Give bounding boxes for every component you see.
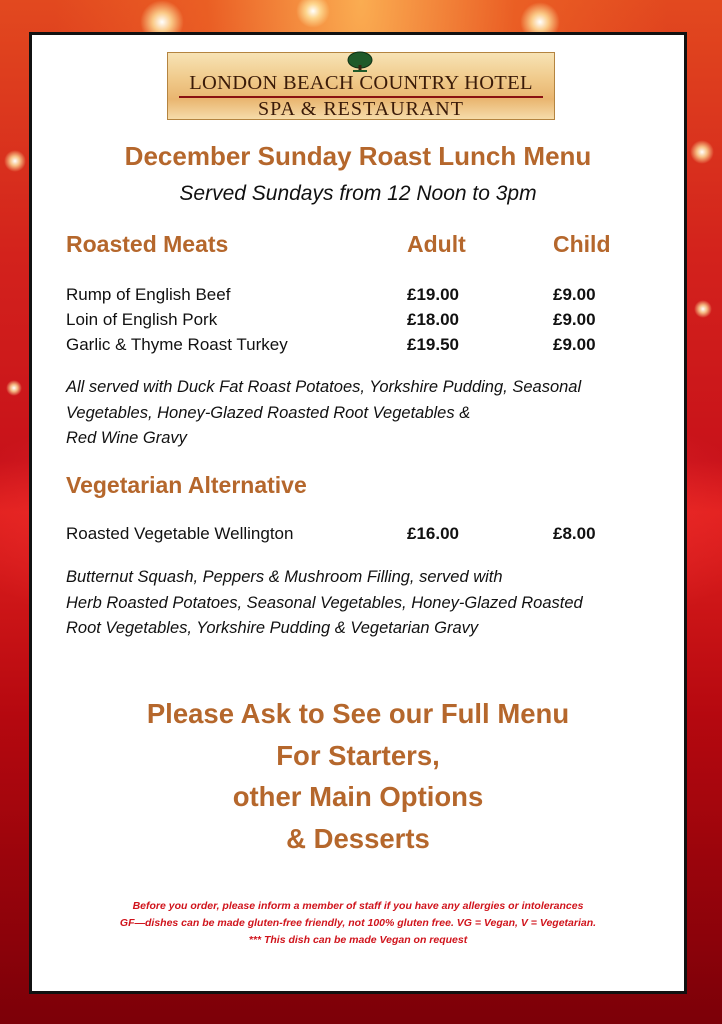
adult-price: £18.00 <box>407 310 459 329</box>
menu-item-row <box>66 524 626 548</box>
vegetarian-heading: Vegetarian Alternative <box>66 472 307 498</box>
callout-line: For Starters, <box>276 739 440 771</box>
description-line: Vegetables, Honey-Glazed Roasted Root Vegetables & <box>66 403 471 422</box>
allergy-notice <box>32 898 684 949</box>
description-line: Root Vegetables, Yorkshire Pudding & Vegetarian Gravy <box>66 619 479 637</box>
item-name: Rump of English Beef <box>66 285 231 304</box>
sparkle-decoration <box>6 380 22 396</box>
logo-tagline: SPA & RESTAURANT <box>258 98 464 120</box>
adult-price: £19.50 <box>407 335 459 354</box>
description-line: Red Wine Gravy <box>66 429 187 447</box>
menu-item-row <box>66 310 626 334</box>
hotel-logo <box>167 52 555 120</box>
meats-description <box>66 375 656 452</box>
child-price: £9.00 <box>553 310 596 329</box>
child-price: £8.00 <box>553 524 596 543</box>
sparkle-decoration <box>296 0 330 28</box>
child-price: £9.00 <box>553 335 596 354</box>
full-menu-callout <box>32 693 684 859</box>
menu-title: December Sunday Roast Lunch Menu <box>124 141 592 171</box>
menu-item-row <box>66 335 626 359</box>
child-price: £9.00 <box>553 285 596 304</box>
child-column-heading: Child <box>553 231 611 257</box>
item-name: Garlic & Thyme Roast Turkey <box>66 335 288 354</box>
callout-line: & Desserts <box>286 822 430 854</box>
sparkle-decoration <box>4 150 26 172</box>
menu-item-row <box>66 285 626 309</box>
footer-line: Before you order, please inform a member of staff if you have any allergies or intolerances <box>132 900 584 912</box>
description-line: Butternut Squash, Peppers & Mushroom Filling, served with <box>66 568 503 586</box>
description-line: All served with Duck Fat Roast Potatoes, Yorkshire Pudding, Seasonal <box>66 378 582 396</box>
footer-line: *** This dish can be made Vegan on request <box>248 934 468 946</box>
roasted-meats-heading: Roasted Meats <box>66 231 229 257</box>
tree-icon <box>345 51 375 73</box>
logo-hotel-name: LONDON BEACH COUNTRY HOTEL <box>189 72 533 94</box>
menu-panel <box>29 32 687 994</box>
callout-line: other Main Options <box>232 781 484 812</box>
item-name: Loin of English Pork <box>66 310 218 329</box>
description-line: Herb Roasted Potatoes, Seasonal Vegetables, Honey-Glazed Roasted <box>66 593 583 612</box>
adult-price: £19.00 <box>407 285 459 304</box>
footer-line: GF—dishes can be made gluten-free friendly, not 100% gluten free. VG = Vegan, V = Vegetarian. <box>119 917 597 929</box>
menu-subtitle: Served Sundays from 12 Noon to 3pm <box>179 182 537 205</box>
adult-column-heading: Adult <box>407 231 466 257</box>
sparkle-decoration <box>690 140 714 164</box>
adult-price: £16.00 <box>407 524 459 543</box>
callout-line: Please Ask to See our Full Menu <box>146 698 570 729</box>
item-name: Roasted Vegetable Wellington <box>66 524 294 543</box>
sparkle-decoration <box>694 300 712 318</box>
vegetarian-description <box>66 565 656 642</box>
